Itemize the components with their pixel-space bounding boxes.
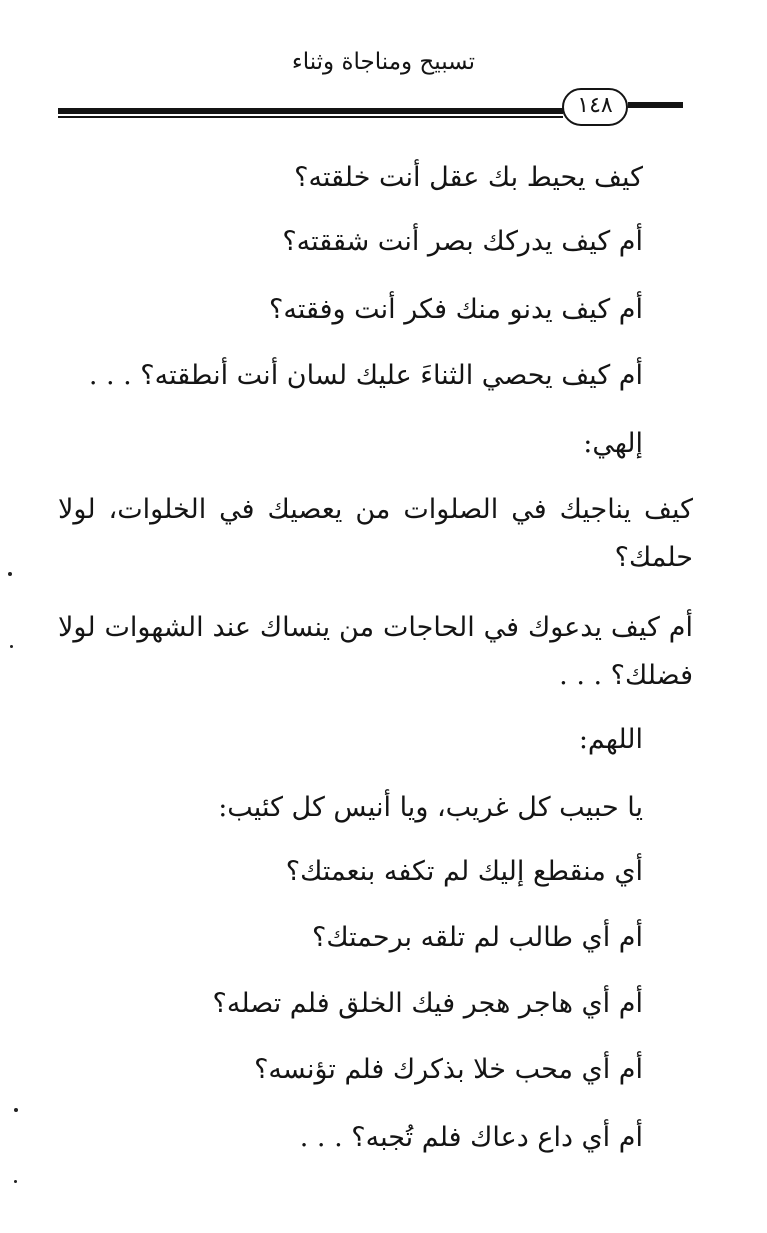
section-heading: إلهي: bbox=[583, 428, 643, 459]
text-line: حلمك؟ bbox=[614, 542, 693, 573]
text-line: أم كيف يدنو منك فكر أنت وفقته؟ bbox=[269, 294, 643, 325]
text-line: أي منقطع إليك لم تكفه بنعمتك؟ bbox=[285, 856, 643, 887]
running-title: تسبيح ومناجاة وثناء bbox=[291, 49, 476, 75]
header-rule-thin bbox=[58, 116, 563, 118]
text-line: أم أي طالب لم تلقه برحمتك؟ bbox=[312, 922, 643, 953]
header-rule-left bbox=[58, 108, 563, 120]
text-line: أم أي هاجر هجر فيك الخلق فلم تصله؟ bbox=[212, 988, 643, 1019]
text-line: كيف يناجيك في الصلوات من يعصيك في الخلوات، لولا bbox=[58, 494, 693, 525]
text-line: يا حبيب كل غريب، ويا أنيس كل كئيب: bbox=[218, 792, 643, 823]
scan-speck bbox=[8, 572, 12, 576]
scan-speck bbox=[14, 1180, 17, 1183]
page-number: ١٤٨ bbox=[562, 88, 628, 126]
text-line: فضلك؟ . . . bbox=[559, 660, 693, 691]
section-heading: اللهم: bbox=[578, 724, 643, 755]
scan-speck bbox=[14, 1108, 18, 1112]
header-rule-thick bbox=[58, 108, 563, 114]
scan-speck bbox=[10, 645, 13, 648]
text-line: أم أي محب خلا بذكرك فلم تؤنسه؟ bbox=[254, 1054, 643, 1085]
text-line: أم كيف يحصي الثناءَ عليك لسان أنت أنطقته؟ . . . bbox=[88, 360, 643, 391]
text-line: أم كيف يدركك بصر أنت شققته؟ bbox=[282, 226, 643, 257]
text-line: أم كيف يدعوك في الحاجات من ينساك عند الشهوات لولا bbox=[58, 612, 693, 643]
text-line: أم أي داع دعاك فلم تُجبه؟ . . . bbox=[299, 1122, 643, 1153]
text-line: كيف يحيط بك عقل أنت خلقته؟ bbox=[294, 162, 643, 193]
header-rule-right bbox=[628, 102, 683, 108]
